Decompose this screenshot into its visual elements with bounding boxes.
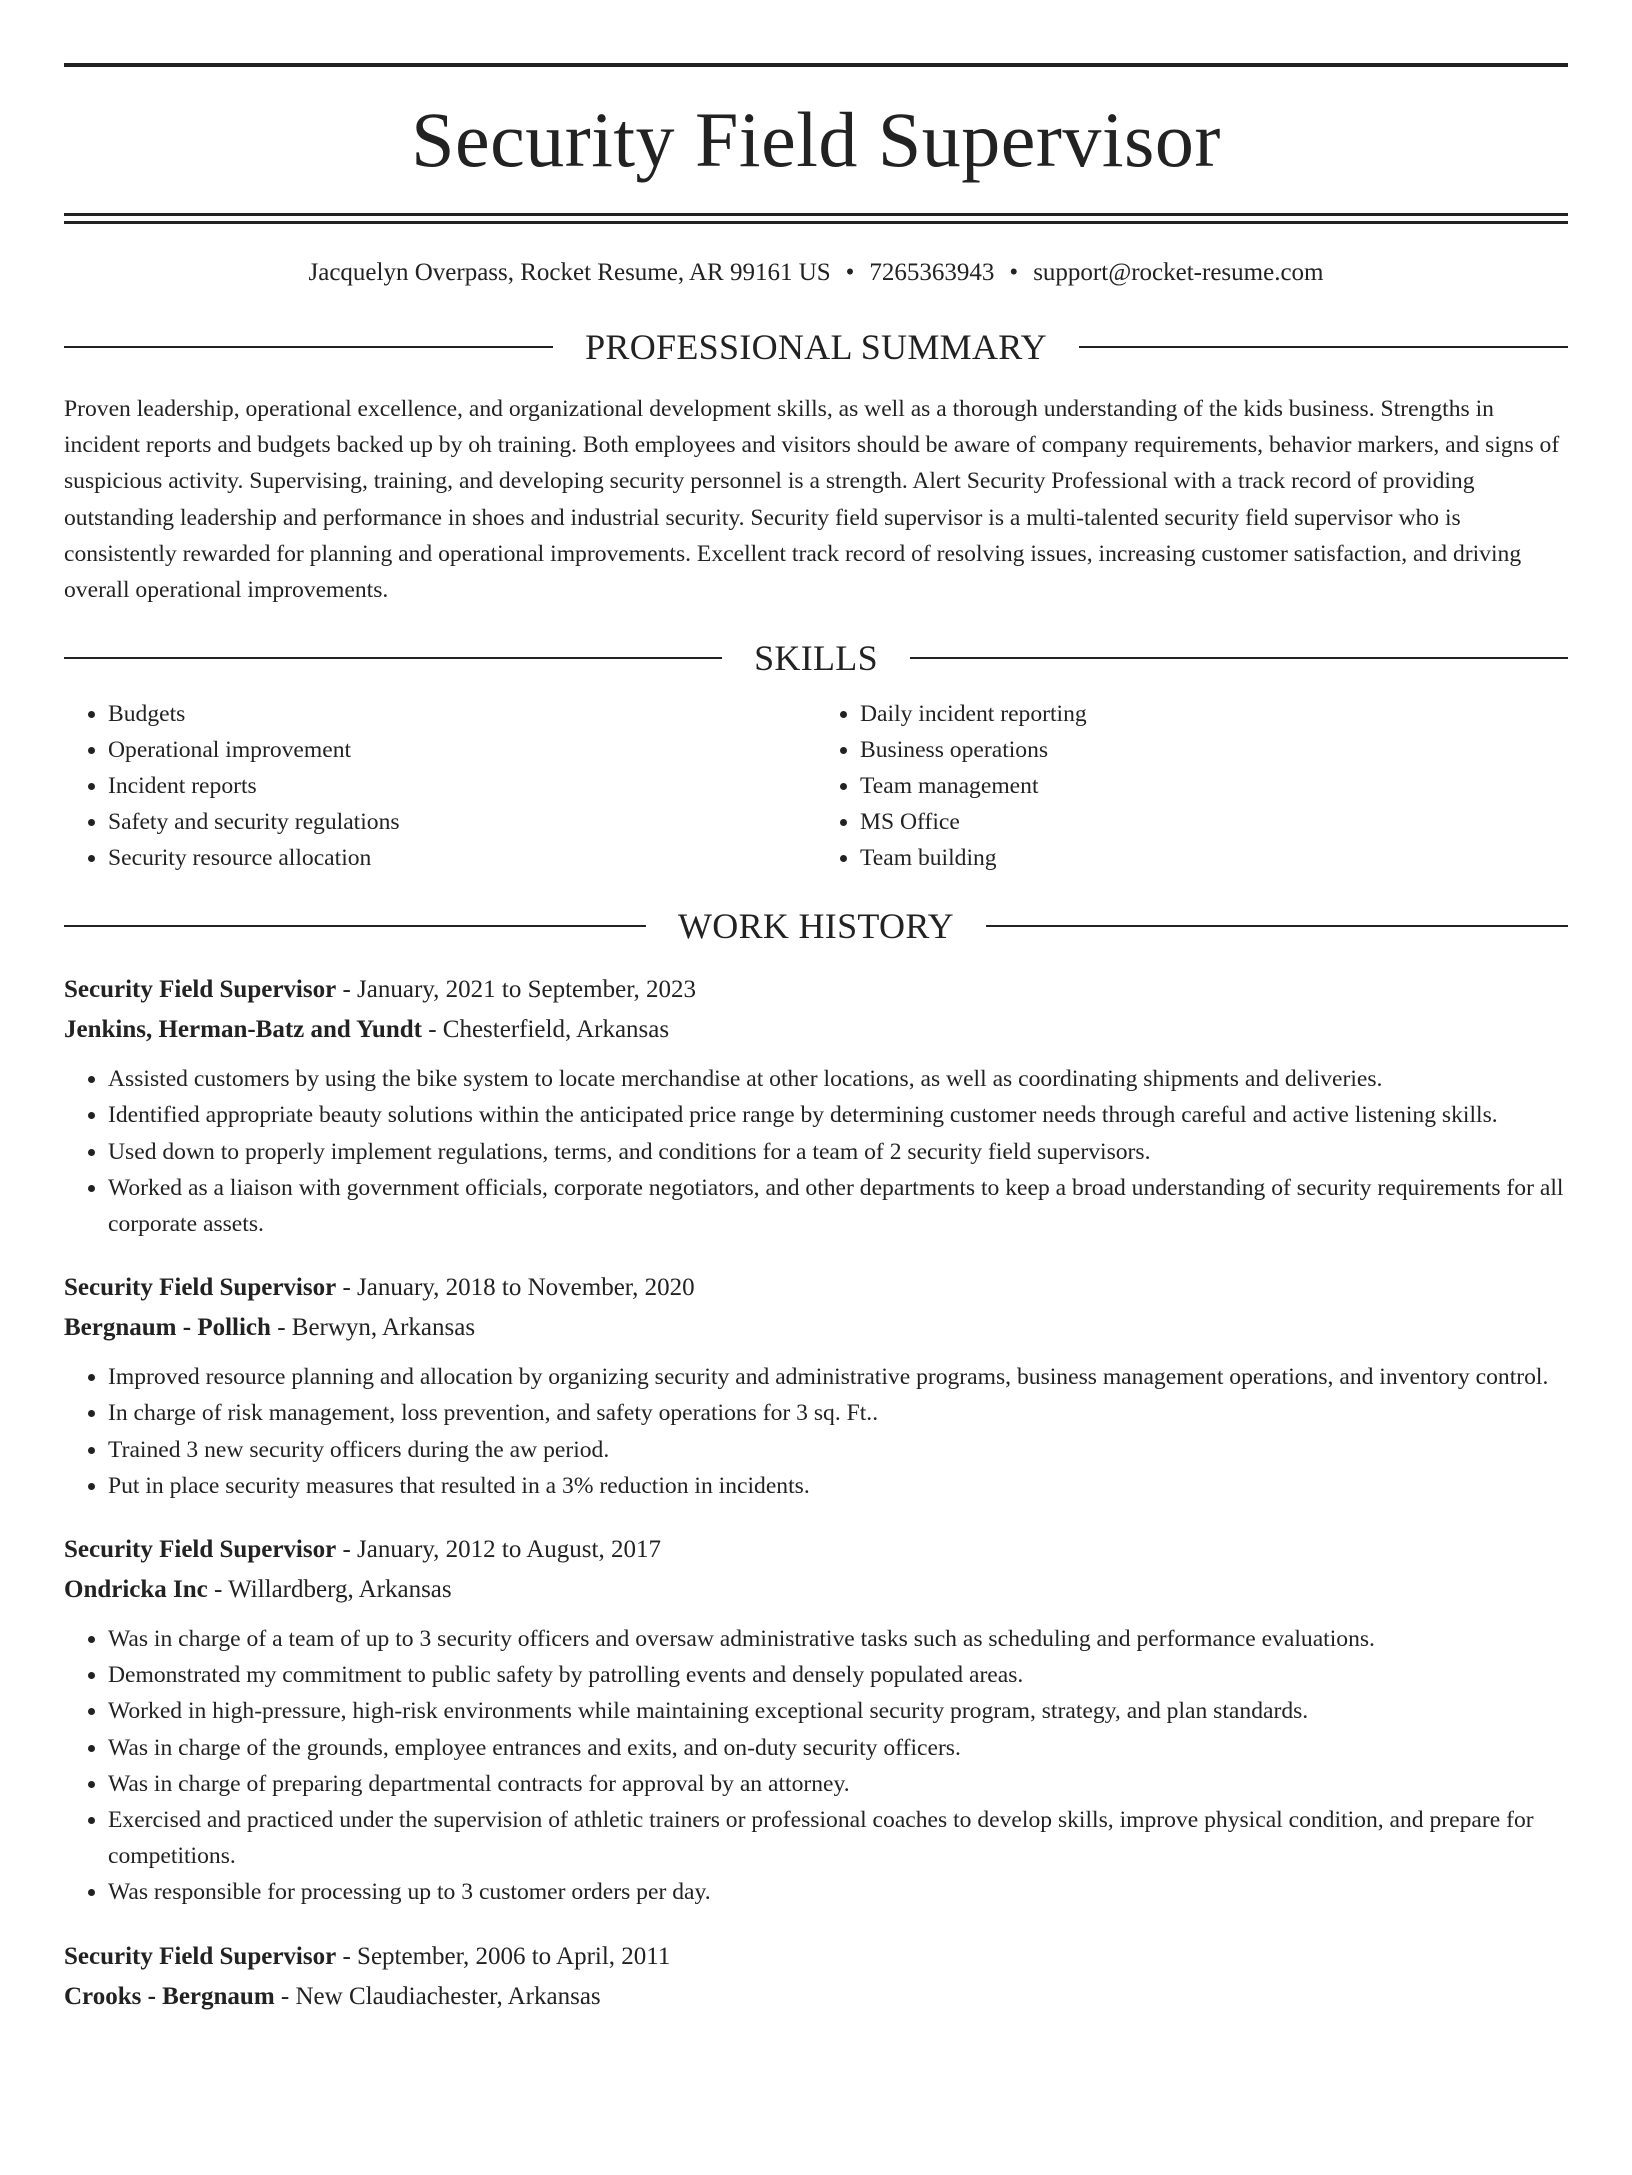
summary-heading-text: PROFESSIONAL SUMMARY (585, 327, 1047, 367)
double-rule (64, 213, 1568, 224)
company-location: - Chesterfield, Arkansas (421, 1016, 670, 1044)
bullet-item: • Put in place security measures that resulted in a 3% reduction in incidents. (108, 1468, 1568, 1504)
job-title-line (64, 1937, 1568, 1977)
company-name: Crooks - Bergnaum (64, 1982, 275, 2010)
contact-address: Jacquelyn Overpass, Rocket Resume, AR 99161 US (308, 259, 831, 286)
skill-item: • Operational improvement (108, 732, 816, 768)
skills-heading-text: SKILLS (754, 638, 878, 679)
skills-heading (64, 638, 1568, 678)
skill-item: • Daily incident reporting (860, 696, 1568, 732)
contact-line (64, 260, 1568, 285)
job-entry (64, 1937, 1568, 2017)
company-name: Bergnaum - Pollich (64, 1314, 271, 1342)
summary-heading (64, 327, 1568, 367)
job-title: Security Field Supervisor (64, 1536, 337, 1564)
heading-rule (64, 657, 722, 659)
heading-rule (64, 925, 646, 927)
company-name: Jenkins, Herman-Batz and Yundt (64, 1016, 422, 1044)
bullet-item: • Exercised and practiced under the supervision of athletic trainers or professional coaches to develop skills, improve physical condition, and prepare for competitions. (108, 1802, 1568, 1874)
company-location: - Berwyn, Arkansas (270, 1314, 476, 1342)
bullet-item: • Demonstrated my commitment to public safety by patrolling events and densely populated areas. (108, 1657, 1568, 1693)
contact-email: support@rocket-resume.com (1033, 259, 1324, 286)
skill-item: • Safety and security regulations (108, 804, 816, 840)
skill-item: • Business operations (860, 732, 1568, 768)
bullet-item: • Was in charge of a team of up to 3 security officers and oversaw administrative tasks such as scheduling and performance evaluations. (108, 1621, 1568, 1657)
job-dates: - January, 2021 to September, 2023 (336, 976, 697, 1004)
job-title-line (64, 970, 1568, 1010)
bullet-item: • Worked in high-pressure, high-risk environments while maintaining exceptional security program, strategy, and plan standards. (108, 1693, 1568, 1729)
bullet-item: • Assisted customers by using the bike system to locate merchandise at other locations, as well as coordinating shipments and deliveries. (108, 1061, 1568, 1097)
company-line (64, 1010, 1568, 1050)
skills-right-column (816, 696, 1568, 876)
bullet-item: • Was in charge of the grounds, employee entrances and exits, and on-duty security officers. (108, 1730, 1568, 1766)
job-entry (64, 970, 1568, 1242)
skills-list (64, 696, 1568, 876)
job-bullets (64, 1621, 1568, 1911)
job-title-line (64, 1530, 1568, 1570)
work-history-heading (64, 906, 1568, 946)
company-location: - Willardberg, Arkansas (207, 1576, 452, 1604)
bullet-item: • Worked as a liaison with government officials, corporate negotiators, and other departments to keep a broad understanding of security requirements for all corporate assets. (108, 1170, 1568, 1242)
contact-phone: 7265363943 (869, 259, 995, 286)
job-entry (64, 1268, 1568, 1504)
company-line (64, 1977, 1568, 2017)
contact-separator: • (1009, 259, 1019, 286)
bullet-item: • Improved resource planning and allocation by organizing security and administrative programs, business management operations, and inventory control. (108, 1359, 1568, 1395)
skill-item: • Security resource allocation (108, 840, 816, 876)
job-title-line (64, 1268, 1568, 1308)
skill-item: • Team building (860, 840, 1568, 876)
heading-rule (64, 346, 553, 348)
heading-rule (1079, 346, 1568, 348)
skill-item: • Team management (860, 768, 1568, 804)
job-dates: - January, 2018 to November, 2020 (336, 1274, 695, 1302)
job-dates: - January, 2012 to August, 2017 (336, 1536, 661, 1564)
job-title: Security Field Supervisor (64, 976, 337, 1004)
skill-item: • Budgets (108, 696, 816, 732)
bullet-item: • Was responsible for processing up to 3 customer orders per day. (108, 1874, 1568, 1910)
skill-item: • MS Office (860, 804, 1568, 840)
contact-separator: • (845, 259, 855, 286)
skill-item: • Incident reports (108, 768, 816, 804)
summary-text: Proven leadership, operational excellence, and organizational development skills, as well as a thorough understanding of the kids business. Strengths in incident reports and budgets backed up by oh training. Both employees and visitors should be aware of company requirements, behavior markers, and signs of suspicious activity. Supervising, training, and developing security personnel is a strength. Alert Security Professional with a track record of providing outstanding leadership and performance in shoes and industrial security. Security field supervisor is a multi-talented security field supervisor who is consistently rewarded for planning and operational improvements. Excellent track record of resolving issues, increasing customer satisfaction, and driving overall operational improvements. (64, 396, 1560, 604)
company-location: - New Claudiachester, Arkansas (274, 1982, 601, 2010)
company-name: Ondricka Inc (64, 1576, 208, 1604)
bullet-item: • Identified appropriate beauty solutions within the anticipated price range by determining customer needs through careful and active listening skills. (108, 1097, 1568, 1133)
job-title: Security Field Supervisor (64, 1274, 337, 1302)
job-bullets (64, 1061, 1568, 1242)
resume-page (0, 63, 1632, 2175)
bullet-item: • In charge of risk management, loss prevention, and safety operations for 3 sq. Ft.. (108, 1395, 1568, 1431)
heading-rule (986, 925, 1568, 927)
bullet-item: • Was in charge of preparing departmental contracts for approval by an attorney. (108, 1766, 1568, 1802)
company-line (64, 1570, 1568, 1610)
job-dates: - September, 2006 to April, 2011 (336, 1942, 671, 1970)
work-history-heading-text: WORK HISTORY (678, 906, 954, 947)
skills-left-column (64, 696, 816, 876)
top-rule (64, 63, 1568, 67)
job-entry (64, 1530, 1568, 1911)
company-line (64, 1308, 1568, 1348)
heading-rule (910, 657, 1568, 659)
job-title: Security Field Supervisor (64, 1942, 337, 1970)
resume-title: Security Field Supervisor (411, 96, 1221, 183)
bullet-item: • Used down to properly implement regulations, terms, and conditions for a team of 2 security field supervisors. (108, 1134, 1568, 1170)
bullet-item: • Trained 3 new security officers during the aw period. (108, 1432, 1568, 1468)
job-bullets (64, 1359, 1568, 1504)
